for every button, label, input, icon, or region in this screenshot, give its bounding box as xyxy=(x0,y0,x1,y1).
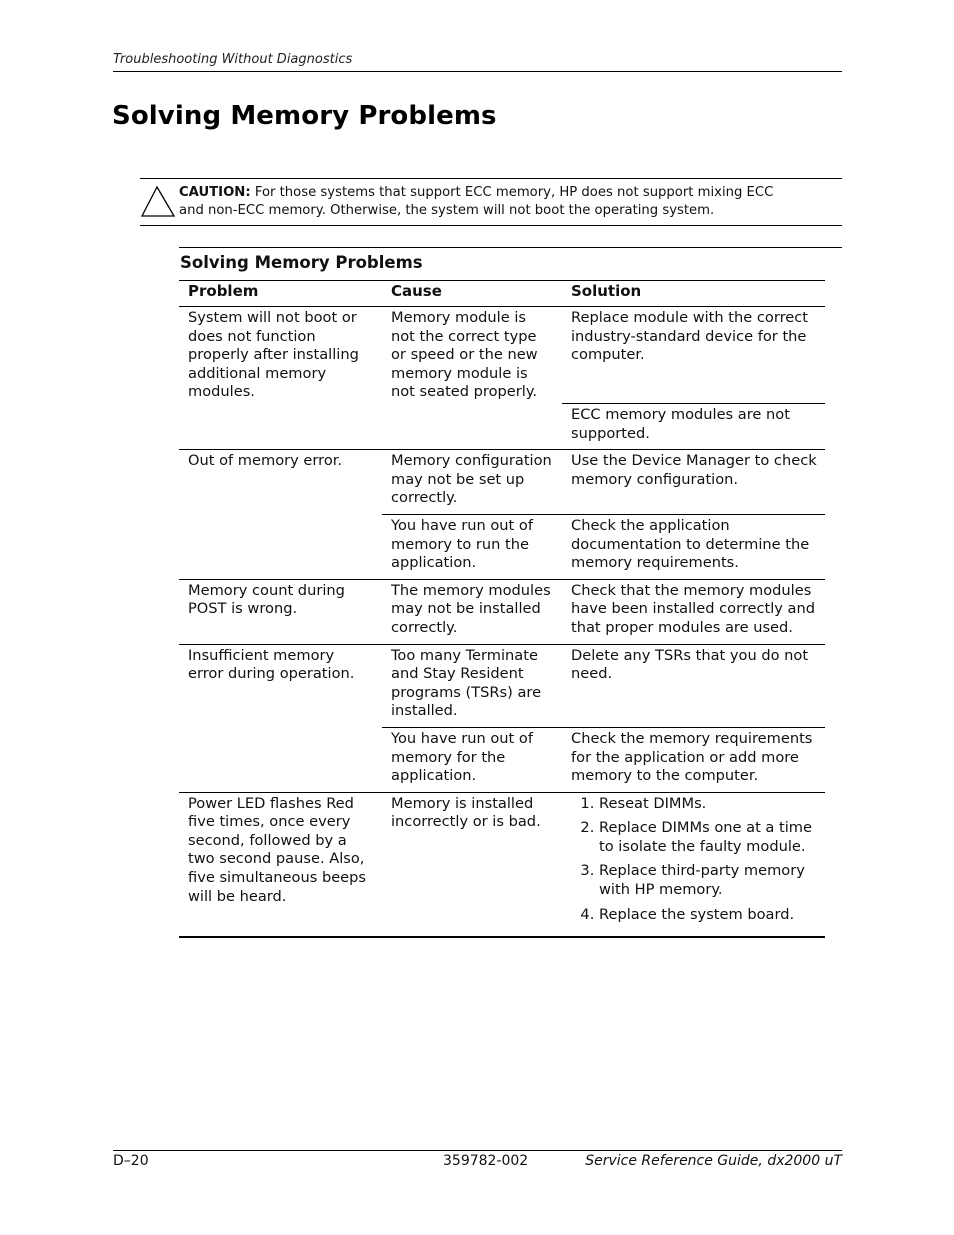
solution-cell: Replace module with the correct industry-standard device for the computer. xyxy=(571,309,808,364)
cause-cell: You have run out of memory for the application. xyxy=(382,727,562,792)
cause-cell: You have run out of memory to run the application. xyxy=(382,514,562,579)
column-header-problem: Problem xyxy=(179,281,382,307)
cause-cell: Memory module is not the correct type or speed or the new memory module is not seated properly. xyxy=(391,309,538,401)
guide-title: Service Reference Guide, dx2000 uT xyxy=(585,1153,842,1169)
table-row xyxy=(179,579,825,644)
table-title: Solving Memory Problems xyxy=(180,253,423,272)
solution-cell: ECC memory modules are not supported. xyxy=(562,404,825,450)
solution-step: 2. Replace DIMMs one at a time to isolate the faulty module. xyxy=(599,819,817,856)
solution-step: 4. Replace the system board. xyxy=(599,906,817,925)
memory-problems-table xyxy=(179,280,825,938)
table-row xyxy=(179,307,825,404)
solution-step: 1. Reseat DIMMs. xyxy=(599,795,817,814)
table-top-rule xyxy=(179,247,842,248)
solution-cell: Use the Device Manager to check memory configuration. xyxy=(562,450,825,515)
problem-cell: Power LED flashes Red five times, once every second, followed by a two second pause. Also, five simultaneous beeps will be heard. xyxy=(179,792,382,937)
cause-cell: Too many Terminate and Stay Resident programs (TSRs) are installed. xyxy=(382,644,562,727)
caution-label: CAUTION: xyxy=(179,185,251,200)
solution-cell: Delete any TSRs that you do not need. xyxy=(562,644,825,727)
table-header-row xyxy=(179,281,825,307)
caution-text xyxy=(179,184,799,220)
table-row xyxy=(179,644,825,727)
running-head: Troubleshooting Without Diagnostics xyxy=(113,52,353,67)
problem-cell: System will not boot or does not function properly after installing additional memory modules. xyxy=(188,309,359,401)
caution-body: For those systems that support ECC memory, HP does not support mixing ECC and non-ECC memory. Otherwise, the system will not boot the operating system. xyxy=(179,185,774,218)
cause-cell: Memory configuration may not be set up correctly. xyxy=(382,450,562,515)
cause-cell: Memory is installed incorrectly or is bad. xyxy=(382,792,562,937)
part-number: 359782-002 xyxy=(443,1153,529,1169)
table-row xyxy=(179,792,825,937)
problem-cell: Insufficient memory error during operation. xyxy=(179,644,382,792)
column-header-solution: Solution xyxy=(562,281,825,307)
header-rule xyxy=(113,71,842,72)
page-number: D–20 xyxy=(113,1153,149,1169)
problem-cell: Out of memory error. xyxy=(179,450,382,580)
solution-steps-list xyxy=(571,795,817,925)
footer-rule xyxy=(113,1150,842,1151)
solution-cell: Check the application documentation to determine the memory requirements. xyxy=(562,514,825,579)
column-header-cause: Cause xyxy=(382,281,562,307)
caution-triangle-icon xyxy=(140,185,176,217)
solution-step: 3. Replace third-party memory with HP memory. xyxy=(599,862,817,899)
solution-cell: Check that the memory modules have been installed correctly and that proper modules are used. xyxy=(562,579,825,644)
page-title: Solving Memory Problems xyxy=(112,101,497,131)
table-row xyxy=(179,450,825,515)
memory-problems-table-section xyxy=(179,247,842,938)
solution-cell xyxy=(562,792,825,937)
problem-cell: Memory count during POST is wrong. xyxy=(179,579,382,644)
caution-box xyxy=(140,178,842,226)
solution-cell: Check the memory requirements for the application or add more memory to the computer. xyxy=(562,727,825,792)
cause-cell: The memory modules may not be installed correctly. xyxy=(382,579,562,644)
